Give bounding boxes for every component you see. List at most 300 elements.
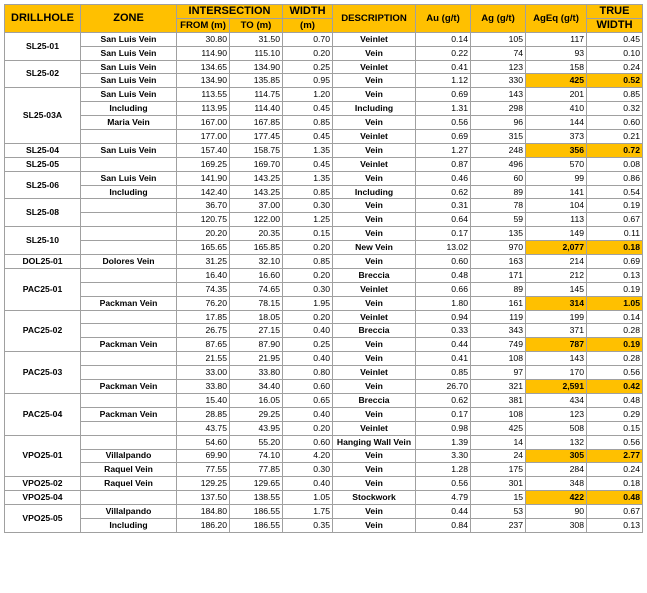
zone-cell: San Luis Vein — [81, 60, 177, 74]
width-cell: 0.40 — [283, 324, 333, 338]
width-cell: 0.80 — [283, 366, 333, 380]
table-row — [5, 380, 643, 394]
table-row — [5, 282, 643, 296]
ag-cell: 248 — [471, 143, 526, 157]
true-width-cell: 0.28 — [587, 352, 643, 366]
description-cell: Vein — [333, 46, 416, 60]
au-cell: 26.70 — [416, 380, 471, 394]
ageq-cell: 356 — [526, 143, 587, 157]
table-header — [5, 5, 643, 33]
header-intersection: INTERSECTION — [177, 5, 283, 19]
ageq-cell: 117 — [526, 32, 587, 46]
to-cell: 18.05 — [230, 310, 283, 324]
au-cell: 1.39 — [416, 435, 471, 449]
from-cell: 129.25 — [177, 477, 230, 491]
true-width-cell: 0.85 — [587, 88, 643, 102]
ageq-cell: 348 — [526, 477, 587, 491]
true-width-cell: 0.52 — [587, 74, 643, 88]
ageq-cell: 199 — [526, 310, 587, 324]
ag-cell: 381 — [471, 393, 526, 407]
from-cell: 28.85 — [177, 407, 230, 421]
drillhole-cell: VPO25-05 — [5, 505, 81, 533]
ag-cell: 301 — [471, 477, 526, 491]
au-cell: 0.41 — [416, 352, 471, 366]
ag-cell: 123 — [471, 60, 526, 74]
ag-cell: 89 — [471, 185, 526, 199]
from-cell: 77.55 — [177, 463, 230, 477]
description-cell: Vein — [333, 463, 416, 477]
ageq-cell: 422 — [526, 491, 587, 505]
from-cell: 36.70 — [177, 199, 230, 213]
zone-cell: Villalpando — [81, 505, 177, 519]
drillhole-cell: SL25-06 — [5, 171, 81, 199]
to-cell: 143.25 — [230, 171, 283, 185]
width-cell: 1.20 — [283, 88, 333, 102]
description-cell: Vein — [333, 171, 416, 185]
width-cell: 1.95 — [283, 296, 333, 310]
drillhole-cell: DOL25-01 — [5, 255, 81, 269]
width-cell: 0.35 — [283, 518, 333, 532]
true-width-cell: 0.19 — [587, 282, 643, 296]
true-width-cell: 0.32 — [587, 102, 643, 116]
ageq-cell: 434 — [526, 393, 587, 407]
width-cell: 0.95 — [283, 74, 333, 88]
au-cell: 0.87 — [416, 157, 471, 171]
ageq-cell: 314 — [526, 296, 587, 310]
width-cell: 0.30 — [283, 199, 333, 213]
zone-cell — [81, 435, 177, 449]
ag-cell: 749 — [471, 338, 526, 352]
zone-cell — [81, 157, 177, 171]
ag-cell: 78 — [471, 199, 526, 213]
from-cell: 137.50 — [177, 491, 230, 505]
to-cell: 87.90 — [230, 338, 283, 352]
from-cell: 184.80 — [177, 505, 230, 519]
header-ag: Ag (g/t) — [471, 5, 526, 33]
ag-cell: 330 — [471, 74, 526, 88]
to-cell: 186.55 — [230, 518, 283, 532]
ag-cell: 60 — [471, 171, 526, 185]
au-cell: 0.98 — [416, 421, 471, 435]
au-cell: 0.31 — [416, 199, 471, 213]
from-cell: 26.75 — [177, 324, 230, 338]
true-width-cell: 0.54 — [587, 185, 643, 199]
description-cell: Vein — [333, 213, 416, 227]
drillhole-cell: SL25-05 — [5, 157, 81, 171]
table-row — [5, 241, 643, 255]
table-row — [5, 171, 643, 185]
ageq-cell: 170 — [526, 366, 587, 380]
table-row — [5, 227, 643, 241]
table-row — [5, 130, 643, 144]
ageq-cell: 308 — [526, 518, 587, 532]
header-au: Au (g/t) — [416, 5, 471, 33]
true-width-cell: 0.08 — [587, 157, 643, 171]
zone-cell: Packman Vein — [81, 338, 177, 352]
ageq-cell: 212 — [526, 268, 587, 282]
au-cell: 3.30 — [416, 449, 471, 463]
description-cell: Veinlet — [333, 310, 416, 324]
ag-cell: 14 — [471, 435, 526, 449]
au-cell: 0.17 — [416, 407, 471, 421]
au-cell: 0.22 — [416, 46, 471, 60]
ageq-cell: 90 — [526, 505, 587, 519]
from-cell: 114.90 — [177, 46, 230, 60]
true-width-cell: 0.56 — [587, 366, 643, 380]
table-row — [5, 352, 643, 366]
to-cell: 33.80 — [230, 366, 283, 380]
width-cell: 0.85 — [283, 255, 333, 269]
table-body — [5, 32, 643, 532]
from-cell: 74.35 — [177, 282, 230, 296]
drillhole-cell: PAC25-04 — [5, 393, 81, 435]
zone-cell: Including — [81, 102, 177, 116]
true-width-cell: 0.21 — [587, 130, 643, 144]
zone-cell: San Luis Vein — [81, 88, 177, 102]
au-cell: 0.41 — [416, 60, 471, 74]
au-cell: 1.31 — [416, 102, 471, 116]
description-cell: Breccia — [333, 324, 416, 338]
table-row — [5, 74, 643, 88]
true-width-cell: 0.48 — [587, 491, 643, 505]
ag-cell: 24 — [471, 449, 526, 463]
header-true-width-line2: WIDTH — [587, 18, 643, 32]
true-width-cell: 0.24 — [587, 463, 643, 477]
ageq-cell: 570 — [526, 157, 587, 171]
ageq-cell: 141 — [526, 185, 587, 199]
table-row — [5, 463, 643, 477]
au-cell: 0.60 — [416, 255, 471, 269]
ag-cell: 89 — [471, 282, 526, 296]
drillhole-cell: VPO25-04 — [5, 491, 81, 505]
description-cell: Veinlet — [333, 421, 416, 435]
description-cell: Vein — [333, 380, 416, 394]
from-cell: 31.25 — [177, 255, 230, 269]
true-width-cell: 0.60 — [587, 116, 643, 130]
ageq-cell: 410 — [526, 102, 587, 116]
true-width-cell: 0.18 — [587, 241, 643, 255]
au-cell: 0.14 — [416, 32, 471, 46]
from-cell: 134.90 — [177, 74, 230, 88]
zone-cell: Packman Vein — [81, 296, 177, 310]
description-cell: Veinlet — [333, 282, 416, 296]
true-width-cell: 0.67 — [587, 213, 643, 227]
table-row — [5, 32, 643, 46]
to-cell: 31.50 — [230, 32, 283, 46]
drillhole-cell: VPO25-02 — [5, 477, 81, 491]
ag-cell: 15 — [471, 491, 526, 505]
width-cell: 1.25 — [283, 213, 333, 227]
to-cell: 167.85 — [230, 116, 283, 130]
au-cell: 0.94 — [416, 310, 471, 324]
drillhole-cell: PAC25-02 — [5, 310, 81, 352]
from-cell: 142.40 — [177, 185, 230, 199]
zone-cell: Including — [81, 185, 177, 199]
zone-cell — [81, 366, 177, 380]
description-cell: Veinlet — [333, 32, 416, 46]
to-cell: 27.15 — [230, 324, 283, 338]
au-cell: 0.33 — [416, 324, 471, 338]
to-cell: 29.25 — [230, 407, 283, 421]
width-cell: 0.20 — [283, 241, 333, 255]
ageq-cell: 93 — [526, 46, 587, 60]
zone-cell: San Luis Vein — [81, 32, 177, 46]
ageq-cell: 284 — [526, 463, 587, 477]
drillhole-cell: SL25-10 — [5, 227, 81, 255]
au-cell: 0.17 — [416, 227, 471, 241]
true-width-cell: 0.86 — [587, 171, 643, 185]
from-cell: 120.75 — [177, 213, 230, 227]
true-width-cell: 1.05 — [587, 296, 643, 310]
ag-cell: 105 — [471, 32, 526, 46]
from-cell: 30.80 — [177, 32, 230, 46]
from-cell: 16.40 — [177, 268, 230, 282]
to-cell: 114.75 — [230, 88, 283, 102]
zone-cell — [81, 241, 177, 255]
ag-cell: 343 — [471, 324, 526, 338]
table-row — [5, 393, 643, 407]
ageq-cell: 104 — [526, 199, 587, 213]
width-cell: 1.75 — [283, 505, 333, 519]
from-cell: 157.40 — [177, 143, 230, 157]
width-cell: 0.45 — [283, 130, 333, 144]
description-cell: Veinlet — [333, 366, 416, 380]
table-row — [5, 491, 643, 505]
width-cell: 0.85 — [283, 116, 333, 130]
table-row — [5, 477, 643, 491]
description-cell: Vein — [333, 88, 416, 102]
true-width-cell: 0.67 — [587, 505, 643, 519]
ag-cell: 96 — [471, 116, 526, 130]
to-cell: 77.85 — [230, 463, 283, 477]
ageq-cell: 371 — [526, 324, 587, 338]
from-cell: 43.75 — [177, 421, 230, 435]
au-cell: 0.62 — [416, 393, 471, 407]
ageq-cell: 214 — [526, 255, 587, 269]
ag-cell: 321 — [471, 380, 526, 394]
from-cell: 167.00 — [177, 116, 230, 130]
zone-cell — [81, 393, 177, 407]
to-cell: 143.25 — [230, 185, 283, 199]
description-cell: Hanging Wall Vein — [333, 435, 416, 449]
width-cell: 4.20 — [283, 449, 333, 463]
table-row — [5, 518, 643, 532]
zone-cell — [81, 130, 177, 144]
table-row — [5, 324, 643, 338]
zone-cell — [81, 310, 177, 324]
au-cell: 0.48 — [416, 268, 471, 282]
ag-cell: 970 — [471, 241, 526, 255]
ageq-cell: 508 — [526, 421, 587, 435]
zone-cell: San Luis Vein — [81, 143, 177, 157]
au-cell: 0.69 — [416, 130, 471, 144]
to-cell: 20.35 — [230, 227, 283, 241]
ageq-cell: 158 — [526, 60, 587, 74]
zone-cell: San Luis Vein — [81, 74, 177, 88]
drillhole-cell: SL25-04 — [5, 143, 81, 157]
ag-cell: 161 — [471, 296, 526, 310]
zone-cell — [81, 324, 177, 338]
table-row — [5, 60, 643, 74]
width-cell: 0.25 — [283, 60, 333, 74]
true-width-cell: 0.18 — [587, 477, 643, 491]
ag-cell: 119 — [471, 310, 526, 324]
ag-cell: 171 — [471, 268, 526, 282]
table-row — [5, 46, 643, 60]
table-row — [5, 185, 643, 199]
to-cell: 138.55 — [230, 491, 283, 505]
description-cell: Vein — [333, 505, 416, 519]
zone-cell: Dolores Vein — [81, 255, 177, 269]
to-cell: 135.85 — [230, 74, 283, 88]
zone-cell: Villalpando — [81, 449, 177, 463]
au-cell: 0.46 — [416, 171, 471, 185]
ag-cell: 496 — [471, 157, 526, 171]
table-row — [5, 199, 643, 213]
description-cell: Vein — [333, 296, 416, 310]
to-cell: 165.85 — [230, 241, 283, 255]
width-cell: 0.60 — [283, 380, 333, 394]
width-cell: 0.65 — [283, 393, 333, 407]
header-ageq: AgEq (g/t) — [526, 5, 587, 33]
to-cell: 114.40 — [230, 102, 283, 116]
table-row — [5, 102, 643, 116]
width-cell: 0.85 — [283, 185, 333, 199]
au-cell: 0.44 — [416, 338, 471, 352]
ag-cell: 59 — [471, 213, 526, 227]
from-cell: 21.55 — [177, 352, 230, 366]
from-cell: 113.55 — [177, 88, 230, 102]
to-cell: 115.10 — [230, 46, 283, 60]
to-cell: 32.10 — [230, 255, 283, 269]
ageq-cell: 305 — [526, 449, 587, 463]
from-cell: 33.80 — [177, 380, 230, 394]
description-cell: Vein — [333, 199, 416, 213]
ageq-cell: 123 — [526, 407, 587, 421]
from-cell: 54.60 — [177, 435, 230, 449]
ageq-cell: 2,077 — [526, 241, 587, 255]
drillhole-cell: SL25-08 — [5, 199, 81, 227]
zone-cell: San Luis Vein — [81, 46, 177, 60]
to-cell: 55.20 — [230, 435, 283, 449]
to-cell: 34.40 — [230, 380, 283, 394]
ageq-cell: 425 — [526, 74, 587, 88]
to-cell: 169.70 — [230, 157, 283, 171]
width-cell: 0.20 — [283, 421, 333, 435]
to-cell: 16.60 — [230, 268, 283, 282]
header-zone: ZONE — [81, 5, 177, 33]
zone-cell: San Luis Vein — [81, 171, 177, 185]
ag-cell: 97 — [471, 366, 526, 380]
drillhole-cell: SL25-01 — [5, 32, 81, 60]
ageq-cell: 201 — [526, 88, 587, 102]
true-width-cell: 0.42 — [587, 380, 643, 394]
width-cell: 1.05 — [283, 491, 333, 505]
to-cell: 16.05 — [230, 393, 283, 407]
to-cell: 129.65 — [230, 477, 283, 491]
to-cell: 43.95 — [230, 421, 283, 435]
to-cell: 158.75 — [230, 143, 283, 157]
description-cell: Stockwork — [333, 491, 416, 505]
au-cell: 0.66 — [416, 282, 471, 296]
description-cell: Vein — [333, 477, 416, 491]
width-cell: 0.30 — [283, 282, 333, 296]
ag-cell: 298 — [471, 102, 526, 116]
width-cell: 0.25 — [283, 338, 333, 352]
ag-cell: 53 — [471, 505, 526, 519]
to-cell: 74.10 — [230, 449, 283, 463]
width-cell: 0.45 — [283, 157, 333, 171]
from-cell: 33.00 — [177, 366, 230, 380]
width-cell: 0.15 — [283, 227, 333, 241]
zone-cell — [81, 199, 177, 213]
ageq-cell: 2,591 — [526, 380, 587, 394]
header-width: WIDTH — [283, 5, 333, 19]
zone-cell — [81, 352, 177, 366]
ageq-cell: 149 — [526, 227, 587, 241]
true-width-cell: 0.24 — [587, 60, 643, 74]
width-cell: 1.35 — [283, 143, 333, 157]
from-cell: 134.65 — [177, 60, 230, 74]
drillhole-cell: PAC25-03 — [5, 352, 81, 394]
ageq-cell: 132 — [526, 435, 587, 449]
to-cell: 78.15 — [230, 296, 283, 310]
description-cell: Vein — [333, 407, 416, 421]
au-cell: 0.64 — [416, 213, 471, 227]
from-cell: 87.65 — [177, 338, 230, 352]
description-cell: Veinlet — [333, 130, 416, 144]
width-cell: 0.20 — [283, 46, 333, 60]
header-description: DESCRIPTION — [333, 5, 416, 33]
zone-cell — [81, 282, 177, 296]
ageq-cell: 144 — [526, 116, 587, 130]
zone-cell — [81, 268, 177, 282]
au-cell: 0.69 — [416, 88, 471, 102]
ageq-cell: 373 — [526, 130, 587, 144]
ag-cell: 237 — [471, 518, 526, 532]
zone-cell: Raquel Vein — [81, 477, 177, 491]
au-cell: 0.62 — [416, 185, 471, 199]
ageq-cell: 145 — [526, 282, 587, 296]
description-cell: Including — [333, 185, 416, 199]
ag-cell: 108 — [471, 407, 526, 421]
table-row — [5, 407, 643, 421]
ag-cell: 74 — [471, 46, 526, 60]
zone-cell — [81, 421, 177, 435]
description-cell: Breccia — [333, 268, 416, 282]
au-cell: 0.44 — [416, 505, 471, 519]
description-cell: Vein — [333, 518, 416, 532]
au-cell: 0.56 — [416, 477, 471, 491]
ag-cell: 143 — [471, 88, 526, 102]
au-cell: 1.12 — [416, 74, 471, 88]
table-row — [5, 296, 643, 310]
description-cell: Vein — [333, 449, 416, 463]
from-cell: 169.25 — [177, 157, 230, 171]
au-cell: 4.79 — [416, 491, 471, 505]
table-row — [5, 88, 643, 102]
ag-cell: 108 — [471, 352, 526, 366]
from-cell: 165.65 — [177, 241, 230, 255]
au-cell: 13.02 — [416, 241, 471, 255]
ag-cell: 425 — [471, 421, 526, 435]
from-cell: 76.20 — [177, 296, 230, 310]
table-row — [5, 310, 643, 324]
from-cell: 20.20 — [177, 227, 230, 241]
ag-cell: 315 — [471, 130, 526, 144]
true-width-cell: 0.13 — [587, 268, 643, 282]
drillhole-cell: PAC25-01 — [5, 268, 81, 310]
